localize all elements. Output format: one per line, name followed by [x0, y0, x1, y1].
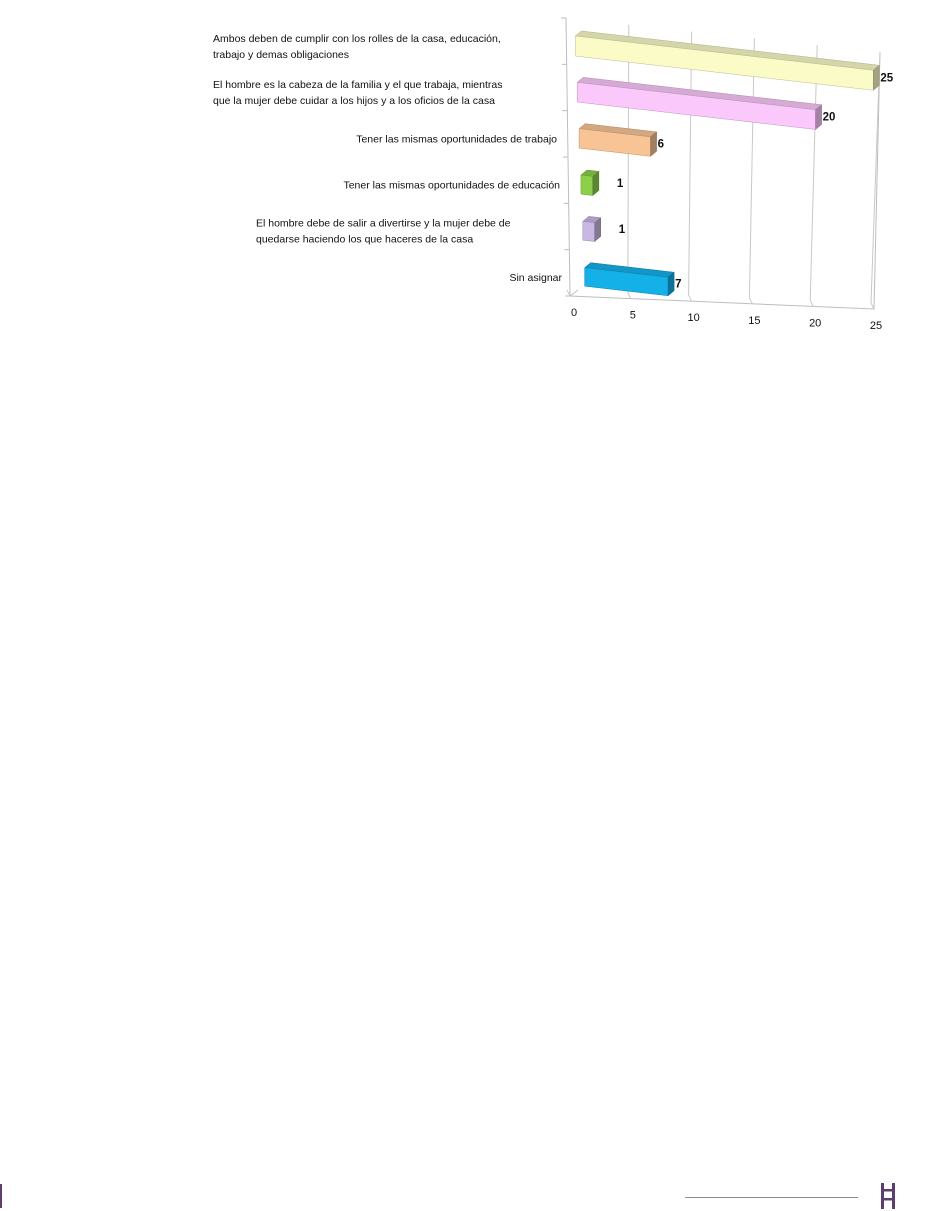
value-label: 1: [616, 177, 624, 190]
grid-line-floor: [871, 303, 874, 309]
grid-line: [689, 32, 692, 296]
bars: [575, 31, 879, 296]
category-label: El hombre debe de salir a divertirse y la mujer debe de: [256, 217, 511, 230]
grid-line-floor: [689, 295, 692, 301]
bar: [575, 31, 879, 90]
grid-line-floor: [628, 293, 631, 299]
x-tick-label: 10: [687, 312, 700, 325]
category-label: Sin asignar: [509, 271, 562, 284]
footer-left-accent: [0, 1184, 2, 1208]
category-label: Tener las mismas oportunidades de educación: [343, 179, 560, 192]
category-label: quedarse haciendo los que haceres de la casa: [256, 233, 474, 246]
value-label: 1: [618, 224, 626, 237]
bar: [577, 77, 821, 129]
x-tick-label: 20: [809, 317, 822, 330]
x-tick-label: 15: [748, 314, 761, 327]
value-label: 20: [822, 111, 836, 124]
bar: [583, 216, 601, 241]
footer-rule: [685, 1197, 858, 1198]
bar: [585, 263, 674, 296]
category-label: Ambos deben de cumplir con los rolles de la casa, educación,: [213, 33, 501, 45]
floor-corner: [570, 290, 578, 296]
value-label: 25: [880, 72, 894, 85]
grid-line-floor: [810, 300, 813, 306]
category-label: El hombre es la cabeza de la familia y el que trabaja, mientras: [213, 79, 503, 92]
grid-line: [749, 38, 754, 297]
bar: [579, 124, 657, 157]
value-label: 6: [657, 138, 664, 151]
bar: [581, 170, 599, 195]
bar-chart: [0, 0, 928, 360]
category-label: trabajo y demas obligaciones: [213, 49, 349, 61]
x-tick-label: 5: [629, 309, 636, 322]
grid-line: [628, 25, 629, 293]
grid-line-floor: [749, 298, 752, 304]
category-labels: [213, 33, 563, 284]
category-label: que la mujer debe cuidar a los hijos y a los oficios de la casa: [213, 95, 495, 108]
category-label: Tener las mismas oportunidades de trabajo: [356, 133, 557, 146]
x-tick-label: 25: [869, 320, 883, 332]
x-tick-label: 0: [570, 307, 578, 319]
value-label: 7: [675, 278, 682, 291]
ladder-icon: [879, 1183, 897, 1209]
x-tick-labels: [571, 307, 882, 332]
